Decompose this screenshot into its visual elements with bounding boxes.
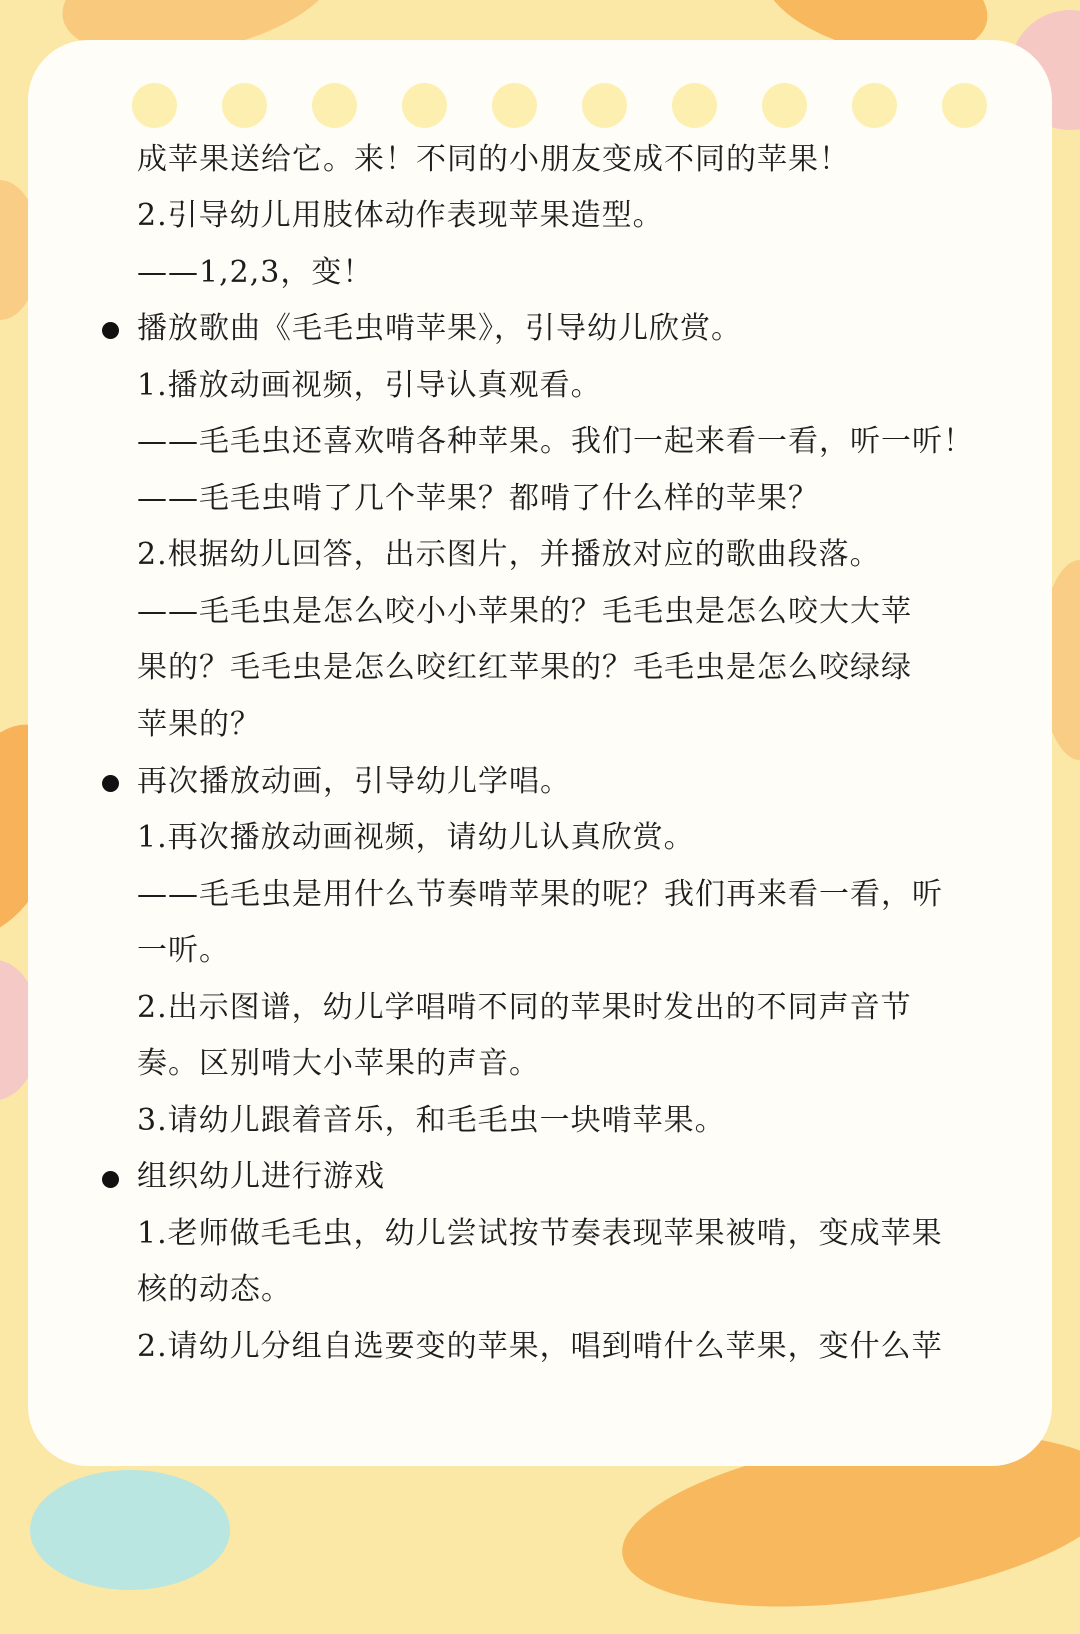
decorative-dot [312,83,357,128]
document-card [28,40,1052,1466]
decorative-dot [582,83,627,128]
decorative-dot [762,83,807,128]
text-line: 核的动态。 [137,1272,292,1307]
bullet-icon [102,322,119,339]
text-line: 苹果的？ [137,707,261,742]
decorative-dot [222,83,267,128]
bullet-icon [102,775,119,792]
background-blob [30,1470,230,1590]
text-line: 2.请幼儿分组自选要变的苹果，唱到啃什么苹果，变什么苹 [137,1329,943,1364]
text-line: 2.根据幼儿回答，出示图片，并播放对应的歌曲段落。 [137,537,881,572]
text-line: 1.播放动画视频，引导认真观看。 [137,368,602,403]
decorative-dot [492,83,537,128]
section-heading: 组织幼儿进行游戏 [137,1159,385,1194]
text-line: 1.再次播放动画视频，请幼儿认真欣赏。 [137,820,695,855]
text-line: ——毛毛虫是怎么咬小小苹果的？毛毛虫是怎么咬大大苹 [137,594,912,629]
text-line: 3.请幼儿跟着音乐，和毛毛虫一块啃苹果。 [137,1103,726,1138]
text-line: 2.出示图谱，幼儿学唱啃不同的苹果时发出的不同声音节 [137,990,912,1025]
text-line: ——1,2,3，变！ [137,255,374,290]
section-heading: 再次播放动画，引导幼儿学唱。 [137,764,571,799]
text-line: 果的？毛毛虫是怎么咬红红苹果的？毛毛虫是怎么咬绿绿 [137,650,912,685]
decorative-dot [402,83,447,128]
decorative-dot [132,83,177,128]
decorative-dot [852,83,897,128]
bullet-icon [102,1171,119,1188]
decorative-dot [672,83,717,128]
text-line: 1.老师做毛毛虫，幼儿尝试按节奏表现苹果被啃，变成苹果 [137,1216,943,1251]
section-heading: 播放歌曲《毛毛虫啃苹果》，引导幼儿欣赏。 [137,311,742,346]
text-line: ——毛毛虫啃了几个苹果？都啃了什么样的苹果？ [137,481,819,516]
text-line: 奏。区别啃大小苹果的声音。 [137,1046,540,1081]
text-line: 一听。 [137,933,230,968]
text-line: 2.引导幼儿用肢体动作表现苹果造型。 [137,198,664,233]
decorative-dot [942,83,987,128]
text-line: 成苹果送给它。来！不同的小朋友变成不同的苹果！ [137,142,850,177]
text-line: ——毛毛虫是用什么节奏啃苹果的呢？我们再来看一看，听 [137,877,943,912]
text-line: ——毛毛虫还喜欢啃各种苹果。我们一起来看一看，听一听！ [137,424,974,459]
